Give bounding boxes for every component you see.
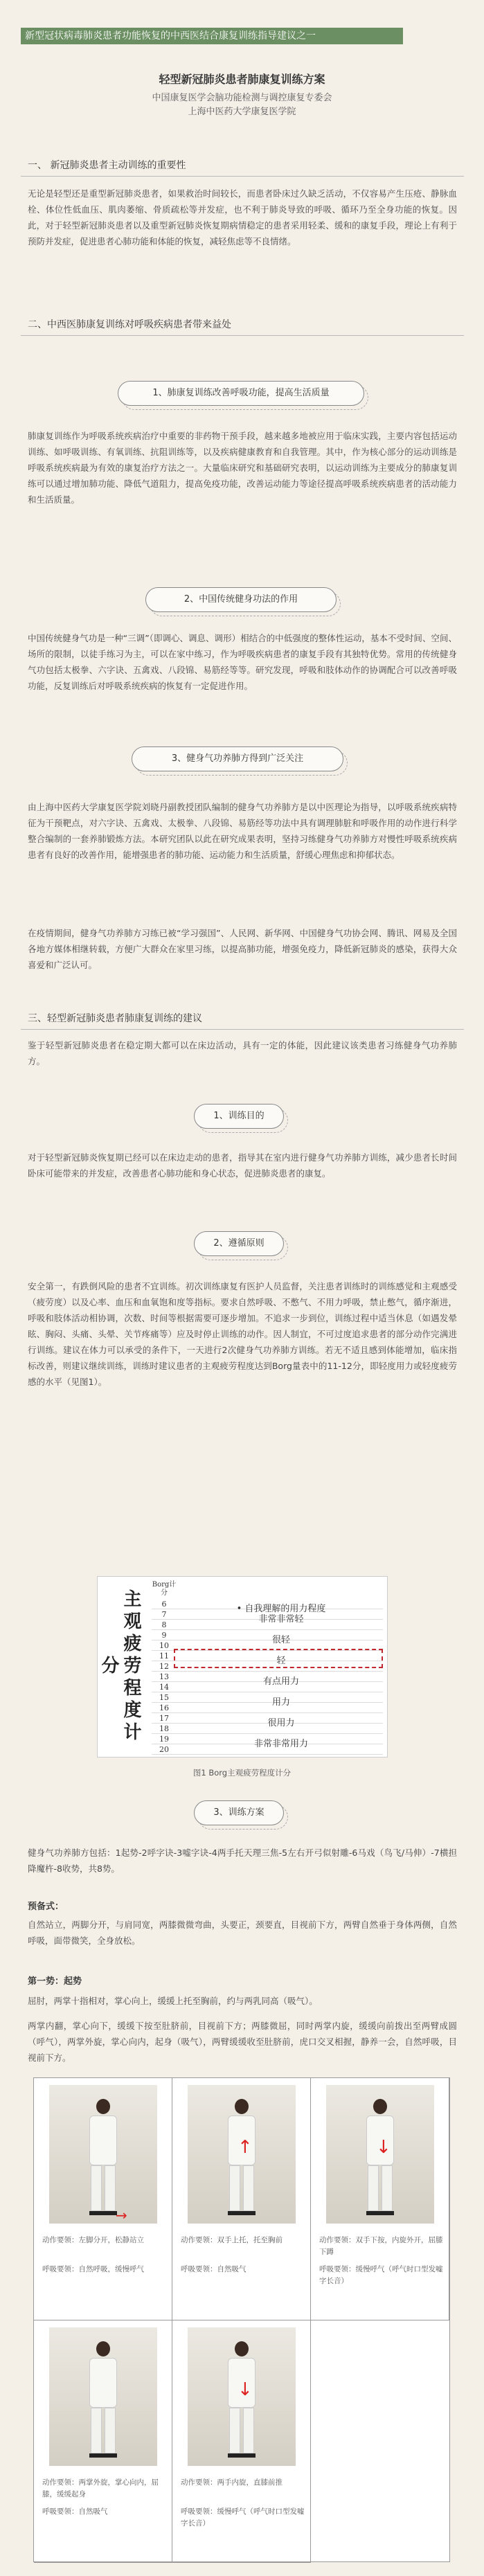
action-tip: 动作要领：左脚分开，松静站立 — [42, 2236, 144, 2244]
first-move-label: 第一势：起势 — [28, 1976, 82, 1987]
breath-tip: 呼吸要领：自然呼吸，缓慢呼气 — [42, 2265, 144, 2273]
borg-score: 15 — [159, 1693, 169, 1702]
exercise-photo — [188, 2327, 296, 2466]
photo-cell — [172, 2078, 311, 2320]
action-tip: 动作要领：两掌外旋，掌心向内，屈膝，缓缓起身 — [42, 2478, 159, 2498]
borg-score: 13 — [159, 1672, 169, 1681]
pill-label: 2、遵循原则 — [194, 1231, 284, 1256]
borg-row — [152, 1672, 383, 1687]
first-move-paragraph-2: 两掌内翻，掌心向下，缓缓下按至肚脐前，目视前下方；两膝微屈，同时两掌内旋，缓缓向前拨出至两臂成圆（呼气），两掌外旋，掌心向内，起身（吸气），两臂缓缓收至肚脐前，虎口交叉相握，静养一会，自然呼吸，目视前下方。 — [28, 2021, 457, 2063]
borg-score: 18 — [159, 1724, 169, 1733]
breath-tip: 呼吸要领：自然吸气 — [42, 2507, 108, 2516]
borg-row — [152, 1609, 383, 1625]
subsection-4-paragraph: 对于轻型新冠肺炎恢复期已经可以在床边走动的患者，指导其在室内进行健身气功养肺方训练，减少患者长时间卧床可能带来的并发症，改善患者心肺功能和身心状态，促进肺炎患者的康复。 — [28, 1152, 457, 1179]
breath-tip: 呼吸要领：缓慢呼气（呼气时口型发嘘字长音） — [181, 2507, 305, 2528]
org-line-1: 中国康复医学会脑功能检测与调控康复专委会 — [152, 93, 332, 103]
borg-score: 20 — [159, 1745, 169, 1754]
borg-score: 6 — [161, 1600, 167, 1609]
borg-description: 有点用力 — [262, 1676, 299, 1687]
person-figure-icon — [87, 2099, 120, 2217]
borg-row — [152, 1682, 383, 1692]
photo-cell — [34, 2320, 172, 2563]
borg-description: 非常非常用力 — [253, 1739, 308, 1749]
borg-caption: 图1 Borg主观疲劳程度计分 — [192, 1768, 292, 1778]
pill-label: 1、训练目的 — [194, 1104, 284, 1129]
action-tip: 动作要领：两手内旋，直膝前推 — [181, 2478, 283, 2487]
borg-description: 很轻 — [271, 1635, 290, 1645]
exercise-photo — [188, 2085, 296, 2224]
exercise-photo — [49, 2085, 157, 2224]
pill-label: 2、中国传统健身功法的作用 — [145, 587, 337, 612]
prep-label: 预备式： — [28, 1902, 64, 1912]
borg-description: 用力 — [271, 1697, 290, 1708]
borg-score: 9 — [161, 1631, 167, 1640]
subheading-pill-6 — [0, 1795, 484, 1831]
pill-label: 3、训练方案 — [194, 1800, 284, 1825]
borg-score: 12 — [159, 1662, 169, 1671]
borg-row — [152, 1734, 383, 1749]
org-line-2: 上海中医药大学康复医学院 — [188, 107, 296, 117]
borg-score: 7 — [161, 1610, 167, 1619]
borg-row — [152, 1744, 383, 1755]
borg-row — [152, 1599, 383, 1614]
section-1-heading: 一、 新冠肺炎患者主动训练的重要性 — [28, 160, 186, 171]
first-move-paragraph-1: 屈肘，两掌十指相对，掌心向上，缓缓上托至胸前，约与两乳同高（吸气）。 — [28, 1996, 318, 2006]
borg-row — [152, 1620, 383, 1630]
borg-description: • 自我理解的用力程度 — [236, 1604, 326, 1614]
borg-score: 19 — [159, 1735, 169, 1744]
borg-scale-figure — [97, 1576, 388, 1757]
section-3-paragraph: 鉴于轻型新冠肺炎患者在稳定期大都可以在床边活动，具有一定的体能，因此建议该类患者习练健身气功养肺方。 — [28, 1040, 457, 1066]
direction-arrow-icon: ↓ — [376, 2137, 391, 2158]
photo-cell — [34, 2078, 172, 2320]
borg-score: 11 — [159, 1652, 169, 1661]
borg-scale-label: 主观疲劳程度计分 — [98, 1589, 141, 1744]
breath-tip: 呼吸要领：缓慢呼气（呼气时口型发嘘字长音） — [319, 2265, 443, 2285]
borg-row — [152, 1713, 383, 1728]
photo-grid — [33, 2077, 450, 2562]
prep-paragraph: 自然站立，两脚分开，与肩同宽，两膝微微弯曲，头要正，颈要直，目视前下方，两臂自然垂于身体两侧，自然呼吸，面带微笑，全身放松。 — [28, 1920, 457, 1946]
training-plan-paragraph: 健身气功养肺方包括：1起势-2呼字诀-3嘘字诀-4两手托天理三焦-5左右开弓似射雕-6马戏（鸟飞/马伸）-7横担降魔杵-8收势，共8势。 — [28, 1848, 457, 1874]
photo-cell — [172, 2320, 311, 2563]
pill-label: 1、肺康复训练改善呼吸功能，提高生活质量 — [118, 381, 364, 406]
photo-cell — [311, 2078, 449, 2320]
subsection-3-paragraph-b: 在疫情期间，健身气功养肺方习练已被“学习强国”、人民网、新华网、中国健身气功协会网、腾讯、网易及全国各地方媒体相继转载，方便广大群众在家里习练，以提高肺功能，增强免疫力，降低新冠肺炎的感染，获得大众喜爱和广泛认可。 — [28, 928, 457, 970]
action-tip: 动作要领：双手上托，托至胸前 — [181, 2236, 283, 2244]
direction-arrow-icon: ↓ — [237, 2379, 253, 2400]
person-figure-icon — [87, 2341, 120, 2459]
borg-scale-header: Borg计分 — [152, 1581, 177, 1597]
subsection-5-paragraph: 安全第一，有跌倒风险的患者不宜训练。初次训练康复有医护人员监督，关注患者训练时的训练感觉和主观感受（疲劳度）以及心率、血压和血氧饱和度等指标。要求自然呼吸、不憋气、不用力呼吸，禁止憋气，循序渐进，呼吸和肢体活动相协调，次数、时间等根据需要可逐步增加。不追求一步到位，训练过程中适当休息（如遇发晕眩、胸闷、头痛、头晕、关节疼痛等）应及时停止训练的动作。因人制宜，不可过度追求患者的部分动作完满进行训练。建议在体力可以承受的条件下，一天进行2次健身气功养肺方训练。若无不适且感到体能增加，临床指标改善，则建议继续训练，训练时建议患者的主观疲劳程度达到Borg量表中的11-12分，即轻度用力或轻度疲劳感的水平（见图1）。 — [28, 1281, 457, 1387]
article-title: 轻型新冠肺炎患者肺康复训练方案 — [159, 73, 325, 86]
subsection-1-paragraph: 肺康复训练作为呼吸系统疾病治疗中重要的非药物干预手段，越来越多地被应用于临床实践，主要内容包括运动训练、如呼吸训练、有氧训练、抗阻训练等，以及疾病健康教育和自我管理。其中，作为核心部分的运动训练是呼吸系统疾病最为有效的康复治疗方法之一。大量临床研究和基础研究表明，以运动训练为主要成分的肺康复训练可以通过增加肺功能、降低气道阻力，提高免疫功能，改善运动能力等途径提高呼吸系统疾病患者的活动能力和生活质量。 — [28, 431, 457, 505]
borg-description: 非常非常轻 — [258, 1614, 304, 1625]
series-title-strip: 新型冠状病毒肺炎患者功能恢复的中西医结合康复训练指导建议之一 — [21, 28, 403, 44]
pill-label: 3、健身气功养肺方得到广泛关注 — [132, 746, 343, 771]
section-1-paragraph: 无论是轻型还是重型新冠肺炎患者，如果救治时间较长，而患者卧床过久缺乏活动，不仅容易产生压疮、静脉血栓、体位性低血压、肌肉萎缩、骨质疏松等并发症，也不利于肺炎导致的呼吸、循环乃至全身功能的恢复。因此，对于轻型新冠肺炎患者以及重型新冠肺炎恢复期病情稳定的患者采用轻柔、缓和的康复手段，理论上有利于预防并发症，促进患者心肺功能和体能的恢复，减轻焦虑等不良情绪。 — [28, 188, 457, 247]
subsection-2-paragraph: 中国传统健身气功是一种“三调”（即调心、调息、调形）相结合的中低强度的整体性运动，基本不受时间、空间、场所的限制，以徒手练习为主，可以在家中练习，作为呼吸疾病患者的康复手段有其独特优势。常用的传统健身气功包括太极拳、六字诀、五禽戏、八段锦、易筋经等等。研究发现，呼吸和肢体动作的协调配合可以改善呼吸功能，反复训练后对呼吸系统疾病的恢复有一定促进作用。 — [28, 633, 457, 691]
borg-row — [152, 1630, 383, 1645]
section-3-heading: 三、轻型新冠肺炎患者肺康复训练的建议 — [28, 1013, 202, 1024]
target-zone-highlight — [174, 1649, 383, 1668]
section-2-heading: 二、中西医肺康复训练对呼吸疾病患者带来益处 — [28, 319, 231, 330]
borg-row — [152, 1703, 383, 1713]
borg-description: 轻 — [276, 1656, 286, 1666]
breath-tip: 呼吸要领：自然吸气 — [181, 2265, 247, 2273]
borg-score: 8 — [161, 1620, 167, 1629]
borg-score: 16 — [159, 1703, 169, 1712]
borg-score: 14 — [159, 1683, 169, 1692]
action-tip: 动作要领：双手下按，内旋外开，屈膝下蹲 — [319, 2236, 443, 2256]
direction-arrow-icon: → — [116, 2207, 127, 2224]
exercise-photo — [326, 2085, 434, 2224]
borg-score: 17 — [159, 1714, 169, 1723]
exercise-photo — [49, 2327, 157, 2466]
borg-description: 很用力 — [267, 1718, 295, 1728]
direction-arrow-icon: ↑ — [237, 2137, 253, 2158]
borg-row — [152, 1724, 383, 1734]
subsection-3-paragraph-a: 由上海中医药大学康复医学院刘晓丹副教授团队编制的健身气功养肺方是以中医理论为指导，以呼吸系统疾病特征为干预靶点，对六字诀、五禽戏、太极拳、八段锦、易筋经等功法中具有调理肺脏和呼吸作用的动作进行科学整合编制的一套养肺锻炼方法。本研究团队以此在研究成果表明，坚持习练健身气功养肺方对慢性呼吸系统疾病患者有良好的改善作用，能增强患者的肺功能、运动能力和生活质量，舒缓心理焦虑和抑郁状态。 — [28, 802, 457, 860]
borg-score: 10 — [159, 1641, 169, 1650]
